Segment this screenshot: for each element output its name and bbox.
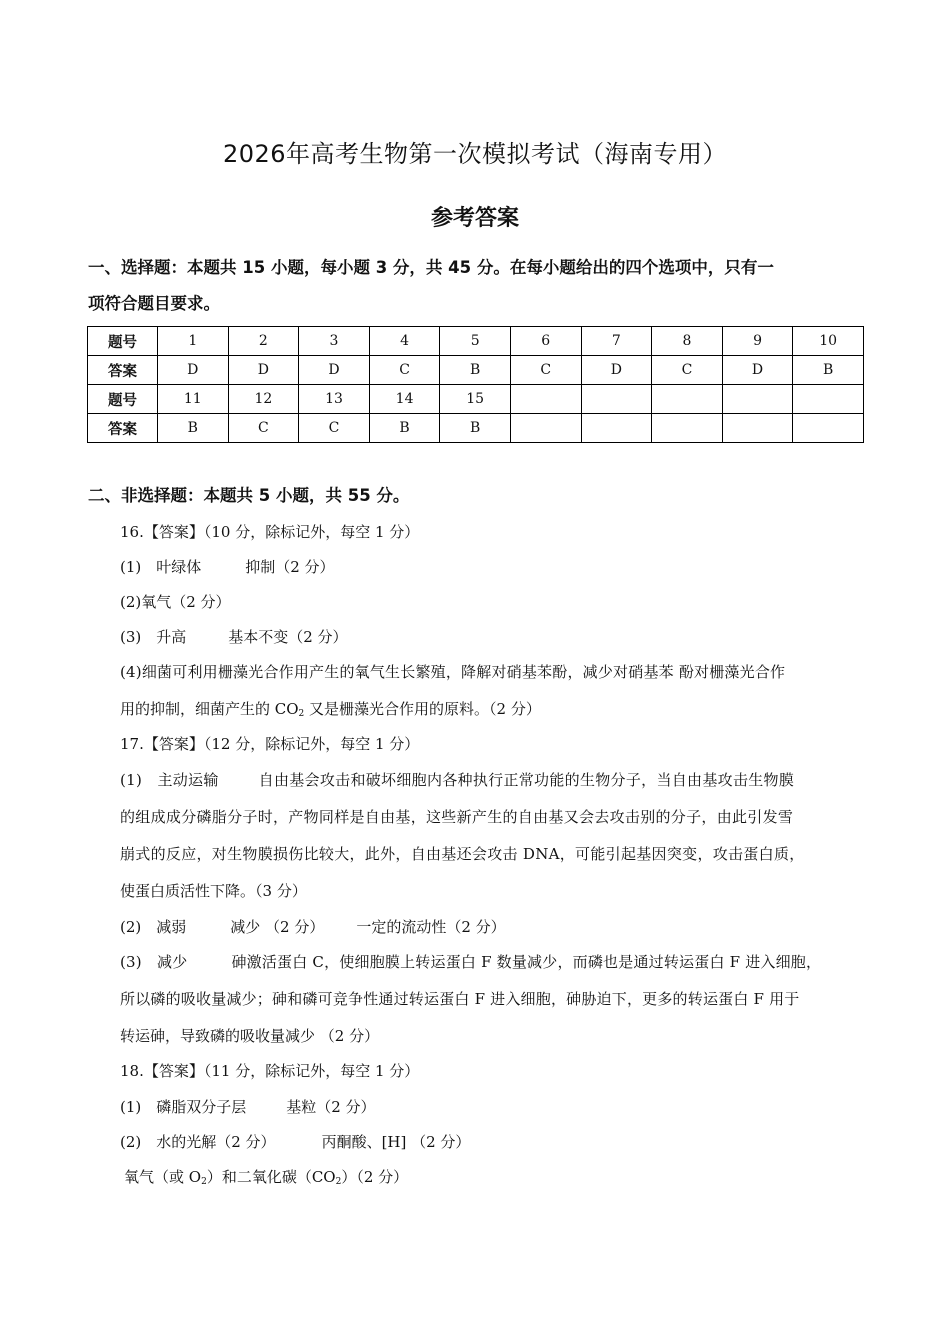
table-cell: B: [158, 414, 229, 443]
table-cell: B: [440, 356, 511, 385]
q16-answer-1a: (1) 叶绿体: [120, 558, 202, 576]
table-cell: [793, 414, 864, 443]
q16-answer-4-cont: [120, 698, 541, 719]
table-cell: C: [299, 414, 370, 443]
q18-answer-2a: (2) 水的光解（2 分）: [120, 1133, 276, 1151]
table-cell: C: [652, 356, 723, 385]
q16-answer-1: [120, 556, 335, 577]
table-cell: D: [158, 356, 229, 385]
table-cell: 11: [158, 385, 229, 414]
q18-answer-1b: 基粒（2 分）: [286, 1098, 376, 1116]
table-cell: B: [369, 414, 440, 443]
q18-answer-3-text-mid: ）和二氧化碳（CO: [206, 1168, 336, 1186]
table-cell: [652, 385, 723, 414]
q17-answer-3b: 砷激活蛋白 C，使细胞膜上转运蛋白 F 数量减少，而磷也是通过转运蛋白 F 进入细胞，: [231, 953, 822, 971]
table-cell: B: [793, 356, 864, 385]
table-header-cell: 答案: [88, 414, 158, 443]
answer-table: [87, 326, 864, 443]
q18-answer-1: [120, 1096, 376, 1117]
table-cell: B: [440, 414, 511, 443]
table-cell: 2: [228, 327, 299, 356]
table-cell: 6: [510, 327, 581, 356]
table-header-cell: 题号: [88, 385, 158, 414]
q17-answer-1a: (1) 主动运输: [120, 771, 219, 789]
table-row-numbers-1: [88, 327, 864, 356]
table-row-answers-1: [88, 356, 864, 385]
table-cell: [793, 385, 864, 414]
subscript: 2: [201, 1177, 207, 1187]
table-cell: 9: [722, 327, 793, 356]
q17-answer-1-line3: 崩式的反应，对生物膜损伤比较大，此外，自由基还会攻击 DNA，可能引起基因突变，攻击蛋白质，: [120, 845, 805, 863]
q16-answer-3b: 基本不变（2 分）: [228, 628, 348, 646]
q17-heading: 17.【答案】（12 分，除标记外，每空 1 分）: [120, 735, 420, 753]
table-row-numbers-2: [88, 385, 864, 414]
q18-answer-3-text-end: ）（2 分）: [341, 1168, 409, 1186]
table-cell: 7: [581, 327, 652, 356]
table-cell: D: [722, 356, 793, 385]
section-1-heading: [88, 250, 868, 322]
q18-answer-2: [120, 1131, 470, 1152]
table-cell: 8: [652, 327, 723, 356]
q16-answer-1b: 抑制（2 分）: [245, 558, 335, 576]
q17-answer-3: [120, 951, 821, 972]
table-cell: 10: [793, 327, 864, 356]
q16-answer-4: (4)细菌可利用栅藻光合作用产生的氧气生长繁殖，降解对硝基苯酚，减少对硝基苯 酚对栅藻光合作: [120, 663, 786, 681]
table-cell: [510, 385, 581, 414]
table-cell: D: [581, 356, 652, 385]
q16-answer-4-text-end: 又是栅藻光合作用的原料。（2 分）: [304, 700, 541, 718]
q17-answer-2: [120, 916, 506, 937]
q17-answer-3-line3: 转运砷，导致磷的吸收量减少 （2 分）: [120, 1027, 380, 1045]
q17-answer-3a: (3) 减少: [120, 953, 188, 971]
q16-heading: 16.【答案】（10 分，除标记外，每空 1 分）: [120, 523, 420, 541]
subscript: 2: [335, 1177, 342, 1187]
q18-answer-1a: (1) 磷脂双分子层: [120, 1098, 247, 1116]
q18-answer-3: [124, 1166, 408, 1187]
q18-answer-3-text: 氧气（或 O: [124, 1168, 202, 1186]
q18-answer-2b: 丙酮酸、[H] （2 分）: [321, 1133, 471, 1151]
table-cell: D: [228, 356, 299, 385]
section-1-line-1: 一、选择题：本题共 15 小题，每小题 3 分，共 45 分。在每小题给出的四个选项中，只有一: [88, 258, 774, 277]
q16-answer-2: (2)氧气（2 分）: [120, 593, 231, 611]
q17-answer-2a: (2) 减弱: [120, 918, 187, 936]
table-cell: [510, 414, 581, 443]
section-1-line-2: 项符合题目要求。: [88, 294, 220, 313]
q17-answer-1: [120, 769, 794, 790]
q18-heading: 18.【答案】（11 分，除标记外，每空 1 分）: [120, 1062, 420, 1080]
table-row-answers-2: [88, 414, 864, 443]
q17-answer-1-line4: 使蛋白质活性下降。（3 分）: [120, 882, 307, 900]
table-cell: [581, 385, 652, 414]
table-cell: C: [228, 414, 299, 443]
table-cell: 5: [440, 327, 511, 356]
page-title: 2026年高考生物第一次模拟考试（海南专用）: [222, 140, 728, 168]
table-cell: [581, 414, 652, 443]
table-cell: [722, 414, 793, 443]
section-2-heading: 二、非选择题：本题共 5 小题，共 55 分。: [88, 486, 410, 505]
table-cell: 13: [299, 385, 370, 414]
q16-answer-3: [120, 626, 348, 647]
q17-answer-2c: 一定的流动性（2 分）: [356, 918, 506, 936]
q17-answer-3-line2: 所以磷的吸收量减少；砷和磷可竞争性通过转运蛋白 F 进入细胞，砷胁迫下，更多的转运蛋白 F 用于: [120, 990, 800, 1008]
table-cell: 12: [228, 385, 299, 414]
q16-answer-4-text: 用的抑制，细菌产生的 CO: [120, 700, 299, 718]
q17-answer-2b: 减少 （2 分）: [230, 918, 325, 936]
subscript: 2: [298, 709, 305, 719]
table-cell: 14: [369, 385, 440, 414]
table-cell: C: [510, 356, 581, 385]
table-cell: [652, 414, 723, 443]
table-cell: D: [299, 356, 370, 385]
table-header-cell: 答案: [88, 356, 158, 385]
table-cell: 4: [369, 327, 440, 356]
table-cell: 15: [440, 385, 511, 414]
q17-answer-1-line2: 的组成成分磷脂分子时，产物同样是自由基，这些新产生的自由基又会去攻击别的分子，由此引发雪: [120, 808, 794, 826]
table-cell: 3: [299, 327, 370, 356]
q17-answer-1b: 自由基会攻击和破坏细胞内各种执行正常功能的生物分子，当自由基攻击生物膜: [258, 771, 795, 789]
page-subtitle: 参考答案: [430, 206, 519, 231]
q16-answer-3a: (3) 升高: [120, 628, 187, 646]
table-cell: [722, 385, 793, 414]
table-header-cell: 题号: [88, 327, 158, 356]
table-cell: C: [369, 356, 440, 385]
table-cell: 1: [158, 327, 229, 356]
